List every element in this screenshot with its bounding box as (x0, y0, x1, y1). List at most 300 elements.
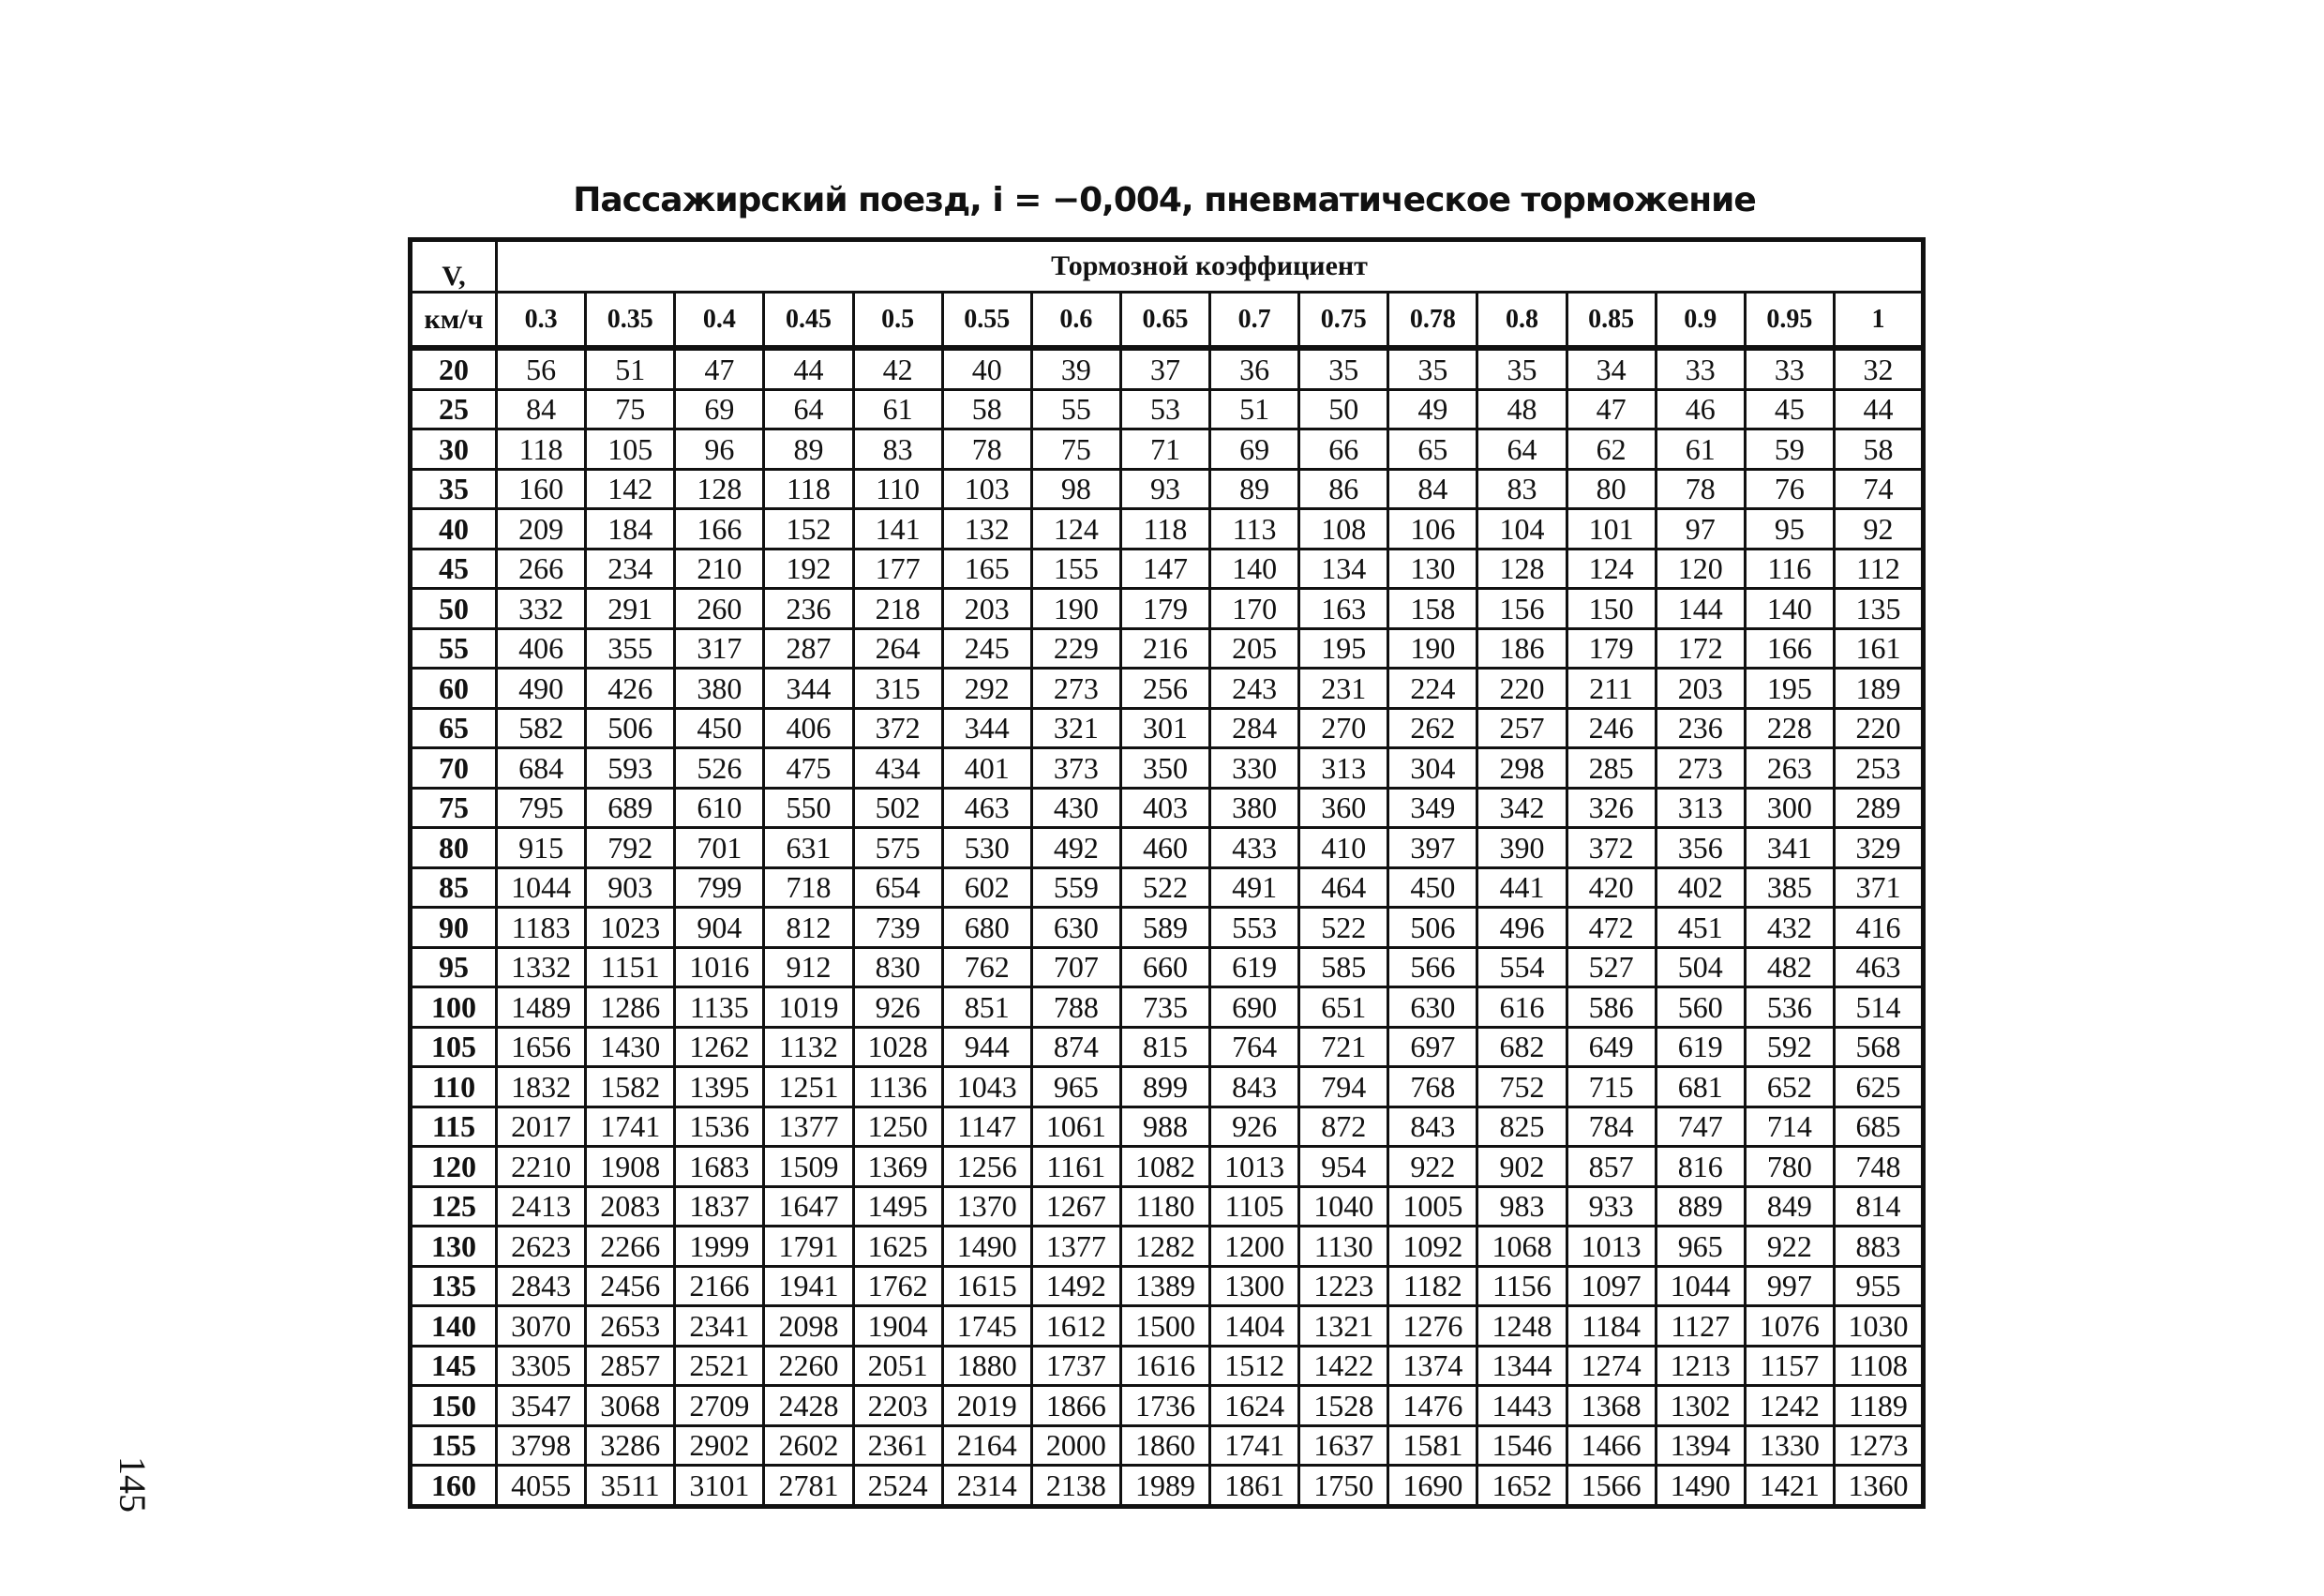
distance-cell: 799 (675, 867, 764, 908)
distance-cell: 1130 (1299, 1227, 1388, 1267)
distance-cell: 506 (586, 708, 675, 748)
distance-cell: 874 (1031, 1027, 1120, 1067)
table-row (411, 908, 1924, 948)
distance-cell: 1061 (1031, 1107, 1120, 1147)
table-row (411, 509, 1924, 550)
distance-cell: 69 (1210, 429, 1299, 470)
distance-cell: 707 (1031, 947, 1120, 987)
distance-cell: 253 (1834, 748, 1923, 789)
distance-cell: 451 (1656, 908, 1745, 948)
distance-cell: 1092 (1388, 1227, 1477, 1267)
distance-cell: 1512 (1210, 1346, 1299, 1386)
distance-cell: 55 (1031, 389, 1120, 429)
distance-cell: 245 (942, 628, 1031, 669)
distance-cell: 463 (1834, 947, 1923, 987)
distance-cell: 1183 (497, 908, 586, 948)
speed-cell: 75 (411, 788, 497, 828)
distance-cell: 1156 (1477, 1266, 1567, 1306)
distance-cell: 1612 (1031, 1306, 1120, 1347)
distance-cell: 2341 (675, 1306, 764, 1347)
table-row (411, 1346, 1924, 1386)
distance-cell: 2000 (1031, 1425, 1120, 1466)
distance-cell: 285 (1567, 748, 1656, 789)
distance-cell: 997 (1745, 1266, 1834, 1306)
distance-cell: 625 (1834, 1067, 1923, 1107)
distance-cell: 329 (1834, 828, 1923, 868)
distance-cell: 289 (1834, 788, 1923, 828)
distance-cell: 1941 (764, 1266, 853, 1306)
distance-cell: 128 (1477, 549, 1567, 589)
distance-cell: 48 (1477, 389, 1567, 429)
distance-cell: 3511 (586, 1466, 675, 1507)
distance-cell: 812 (764, 908, 853, 948)
distance-cell: 1013 (1210, 1147, 1299, 1187)
table-row (411, 788, 1924, 828)
distance-cell: 610 (675, 788, 764, 828)
distance-cell: 944 (942, 1027, 1031, 1067)
distance-cell: 342 (1477, 788, 1567, 828)
distance-cell: 1377 (1031, 1227, 1120, 1267)
distance-cell: 2266 (586, 1227, 675, 1267)
distance-cell: 690 (1210, 987, 1299, 1028)
distance-cell: 2017 (497, 1107, 586, 1147)
distance-cell: 689 (586, 788, 675, 828)
distance-cell: 35 (1388, 348, 1477, 389)
distance-cell: 1262 (675, 1027, 764, 1067)
distance-cell: 113 (1210, 509, 1299, 550)
distance-cell: 566 (1388, 947, 1477, 987)
distance-cell: 780 (1745, 1147, 1834, 1187)
distance-cell: 1745 (942, 1306, 1031, 1347)
coefficient-header: 0.4 (675, 293, 764, 349)
distance-cell: 58 (942, 389, 1031, 429)
distance-cell: 1736 (1120, 1386, 1209, 1426)
distance-cell: 550 (764, 788, 853, 828)
speed-cell: 110 (411, 1067, 497, 1107)
distance-cell: 1500 (1120, 1306, 1209, 1347)
distance-cell: 697 (1388, 1027, 1477, 1067)
distance-cell: 794 (1299, 1067, 1388, 1107)
distance-cell: 1105 (1210, 1186, 1299, 1227)
distance-cell: 1256 (942, 1147, 1031, 1187)
distance-cell: 1368 (1567, 1386, 1656, 1426)
table-row (411, 947, 1924, 987)
distance-cell: 4055 (497, 1466, 586, 1507)
page-number: 145 (112, 1456, 155, 1513)
distance-cell: 922 (1388, 1147, 1477, 1187)
distance-cell: 1404 (1210, 1306, 1299, 1347)
coefficient-header: 0.35 (586, 293, 675, 349)
distance-cell: 291 (586, 589, 675, 629)
distance-cell: 1490 (942, 1227, 1031, 1267)
distance-cell: 1135 (675, 987, 764, 1028)
speed-cell: 50 (411, 589, 497, 629)
distance-cell: 2524 (853, 1466, 942, 1507)
distance-cell: 284 (1210, 708, 1299, 748)
distance-cell: 589 (1120, 908, 1209, 948)
table-row (411, 348, 1924, 389)
table-row (411, 1186, 1924, 1227)
distance-cell: 1242 (1745, 1386, 1834, 1426)
coefficient-header: 0.7 (1210, 293, 1299, 349)
distance-cell: 651 (1299, 987, 1388, 1028)
distance-cell: 134 (1299, 549, 1388, 589)
distance-cell: 3305 (497, 1346, 586, 1386)
distance-cell: 560 (1656, 987, 1745, 1028)
distance-cell: 1492 (1031, 1266, 1120, 1306)
distance-cell: 140 (1210, 549, 1299, 589)
distance-cell: 50 (1299, 389, 1388, 429)
table-row (411, 429, 1924, 470)
distance-cell: 904 (675, 908, 764, 948)
distance-cell: 58 (1834, 429, 1923, 470)
distance-cell: 177 (853, 549, 942, 589)
distance-cell: 179 (1120, 589, 1209, 629)
distance-cell: 166 (1745, 628, 1834, 669)
distance-cell: 1030 (1834, 1306, 1923, 1347)
distance-cell: 2138 (1031, 1466, 1120, 1507)
distance-cell: 681 (1656, 1067, 1745, 1107)
distance-cell: 1536 (675, 1107, 764, 1147)
distance-cell: 2843 (497, 1266, 586, 1306)
coefficient-header: 0.8 (1477, 293, 1567, 349)
distance-cell: 332 (497, 589, 586, 629)
distance-cell: 2857 (586, 1346, 675, 1386)
table-row (411, 628, 1924, 669)
coefficient-header: 0.85 (1567, 293, 1656, 349)
distance-cell: 234 (586, 549, 675, 589)
distance-cell: 89 (1210, 469, 1299, 509)
distance-cell: 1509 (764, 1147, 853, 1187)
distance-cell: 110 (853, 469, 942, 509)
distance-cell: 718 (764, 867, 853, 908)
distance-cell: 103 (942, 469, 1031, 509)
distance-cell: 1860 (1120, 1425, 1209, 1466)
distance-cell: 536 (1745, 987, 1834, 1028)
distance-cell: 2521 (675, 1346, 764, 1386)
distance-cell: 373 (1031, 748, 1120, 789)
distance-cell: 1321 (1299, 1306, 1388, 1347)
distance-cell: 3070 (497, 1306, 586, 1347)
distance-cell: 120 (1656, 549, 1745, 589)
speed-cell: 35 (411, 469, 497, 509)
coefficient-header: 0.65 (1120, 293, 1209, 349)
distance-cell: 816 (1656, 1147, 1745, 1187)
speed-cell: 140 (411, 1306, 497, 1347)
distance-cell: 118 (764, 469, 853, 509)
distance-cell: 491 (1210, 867, 1299, 908)
coefficient-header: 0.45 (764, 293, 853, 349)
distance-cell: 843 (1210, 1067, 1299, 1107)
distance-cell: 988 (1120, 1107, 1209, 1147)
distance-cell: 1476 (1388, 1386, 1477, 1426)
distance-cell: 98 (1031, 469, 1120, 509)
distance-cell: 2260 (764, 1346, 853, 1386)
distance-cell: 1369 (853, 1147, 942, 1187)
distance-cell: 843 (1388, 1107, 1477, 1147)
table-row (411, 1466, 1924, 1507)
distance-cell: 95 (1745, 509, 1834, 550)
distance-cell: 385 (1745, 867, 1834, 908)
distance-cell: 685 (1834, 1107, 1923, 1147)
distance-cell: 1624 (1210, 1386, 1299, 1426)
distance-cell: 1389 (1120, 1266, 1209, 1306)
distance-cell: 380 (675, 669, 764, 709)
distance-cell: 701 (675, 828, 764, 868)
distance-cell: 1528 (1299, 1386, 1388, 1426)
distance-cell: 915 (497, 828, 586, 868)
distance-cell: 1180 (1120, 1186, 1209, 1227)
distance-cell: 1421 (1745, 1466, 1834, 1507)
distance-cell: 3798 (497, 1425, 586, 1466)
distance-cell: 263 (1745, 748, 1834, 789)
distance-cell: 680 (942, 908, 1031, 948)
speed-cell: 25 (411, 389, 497, 429)
distance-cell: 124 (1031, 509, 1120, 550)
distance-cell: 124 (1567, 549, 1656, 589)
table-row (411, 987, 1924, 1028)
table-row (411, 1306, 1924, 1347)
distance-cell: 788 (1031, 987, 1120, 1028)
distance-cell: 37 (1120, 348, 1209, 389)
distance-cell: 912 (764, 947, 853, 987)
speed-cell: 40 (411, 509, 497, 550)
distance-cell: 764 (1210, 1027, 1299, 1067)
distance-cell: 156 (1477, 589, 1567, 629)
distance-cell: 40 (942, 348, 1031, 389)
distance-cell: 74 (1834, 469, 1923, 509)
distance-cell: 851 (942, 987, 1031, 1028)
distance-cell: 616 (1477, 987, 1567, 1028)
distance-cell: 93 (1120, 469, 1209, 509)
distance-cell: 715 (1567, 1067, 1656, 1107)
distance-cell: 1546 (1477, 1425, 1567, 1466)
distance-cell: 84 (1388, 469, 1477, 509)
distance-cell: 631 (764, 828, 853, 868)
distance-cell: 142 (586, 469, 675, 509)
distance-cell: 64 (1477, 429, 1567, 470)
distance-cell: 195 (1299, 628, 1388, 669)
distance-cell: 504 (1656, 947, 1745, 987)
distance-cell: 42 (853, 348, 942, 389)
distance-cell: 933 (1567, 1186, 1656, 1227)
distance-cell: 1690 (1388, 1466, 1477, 1507)
distance-cell: 144 (1656, 589, 1745, 629)
distance-cell: 506 (1388, 908, 1477, 948)
distance-cell: 32 (1834, 348, 1923, 389)
distance-cell: 80 (1567, 469, 1656, 509)
speed-cell: 20 (411, 348, 497, 389)
distance-cell: 490 (497, 669, 586, 709)
distance-cell: 1430 (586, 1027, 675, 1067)
distance-cell: 1330 (1745, 1425, 1834, 1466)
distance-cell: 390 (1477, 828, 1567, 868)
distance-cell: 472 (1567, 908, 1656, 948)
speed-cell: 155 (411, 1425, 497, 1466)
distance-cell: 65 (1388, 429, 1477, 470)
distance-cell: 492 (1031, 828, 1120, 868)
distance-cell: 116 (1745, 549, 1834, 589)
speed-cell: 120 (411, 1147, 497, 1187)
table-row (411, 469, 1924, 509)
distance-cell: 514 (1834, 987, 1923, 1028)
speed-column-header: V, (411, 240, 497, 293)
distance-cell: 3101 (675, 1466, 764, 1507)
distance-cell: 420 (1567, 867, 1656, 908)
distance-cell: 2083 (586, 1186, 675, 1227)
distance-cell: 403 (1120, 788, 1209, 828)
distance-cell: 502 (853, 788, 942, 828)
distance-cell: 69 (675, 389, 764, 429)
header-row-coefficients (411, 293, 1924, 349)
distance-cell: 1861 (1210, 1466, 1299, 1507)
distance-cell: 1274 (1567, 1346, 1656, 1386)
distance-cell: 926 (853, 987, 942, 1028)
distance-cell: 849 (1745, 1186, 1834, 1227)
distance-cell: 1157 (1745, 1346, 1834, 1386)
distance-cell: 432 (1745, 908, 1834, 948)
distance-cell: 1028 (853, 1027, 942, 1067)
speed-cell: 85 (411, 867, 497, 908)
distance-cell: 35 (1299, 348, 1388, 389)
speed-cell: 60 (411, 669, 497, 709)
distance-cell: 3547 (497, 1386, 586, 1426)
distance-cell: 243 (1210, 669, 1299, 709)
coefficient-header: 0.78 (1388, 293, 1477, 349)
distance-cell: 899 (1120, 1067, 1209, 1107)
distance-cell: 1182 (1388, 1266, 1477, 1306)
distance-cell: 2653 (586, 1306, 675, 1347)
distance-cell: 815 (1120, 1027, 1209, 1067)
distance-cell: 1377 (764, 1107, 853, 1147)
distance-cell: 78 (1656, 469, 1745, 509)
speed-cell: 70 (411, 748, 497, 789)
distance-cell: 211 (1567, 669, 1656, 709)
distance-cell: 496 (1477, 908, 1567, 948)
distance-cell: 184 (586, 509, 675, 550)
distance-cell: 190 (1388, 628, 1477, 669)
distance-cell: 825 (1477, 1107, 1567, 1147)
distance-cell: 1189 (1834, 1386, 1923, 1426)
distance-cell: 652 (1745, 1067, 1834, 1107)
distance-cell: 349 (1388, 788, 1477, 828)
distance-cell: 460 (1120, 828, 1209, 868)
distance-cell: 1013 (1567, 1227, 1656, 1267)
distance-cell: 147 (1120, 549, 1209, 589)
distance-cell: 1286 (586, 987, 675, 1028)
distance-cell: 475 (764, 748, 853, 789)
distance-cell: 814 (1834, 1186, 1923, 1227)
distance-cell: 1223 (1299, 1266, 1388, 1306)
distance-cell: 47 (675, 348, 764, 389)
table-row (411, 589, 1924, 629)
distance-cell: 721 (1299, 1027, 1388, 1067)
distance-cell: 75 (586, 389, 675, 429)
distance-cell: 1489 (497, 987, 586, 1028)
distance-cell: 872 (1299, 1107, 1388, 1147)
distance-cell: 965 (1656, 1227, 1745, 1267)
distance-cell: 300 (1745, 788, 1834, 828)
braking-distance-table (408, 237, 1926, 1509)
distance-cell: 163 (1299, 589, 1388, 629)
distance-cell: 902 (1477, 1147, 1567, 1187)
distance-cell: 426 (586, 669, 675, 709)
distance-cell: 1395 (675, 1067, 764, 1107)
distance-cell: 965 (1031, 1067, 1120, 1107)
coefficient-group-header: Тормозной коэффициент (497, 240, 1924, 293)
distance-cell: 1656 (497, 1027, 586, 1067)
distance-cell: 313 (1299, 748, 1388, 789)
distance-cell: 714 (1745, 1107, 1834, 1147)
distance-cell: 402 (1656, 867, 1745, 908)
speed-cell: 115 (411, 1107, 497, 1147)
distance-cell: 66 (1299, 429, 1388, 470)
distance-cell: 1040 (1299, 1186, 1388, 1227)
distance-cell: 450 (1388, 867, 1477, 908)
distance-cell: 36 (1210, 348, 1299, 389)
distance-cell: 101 (1567, 509, 1656, 550)
distance-cell: 1332 (497, 947, 586, 987)
distance-cell: 585 (1299, 947, 1388, 987)
distance-cell: 1302 (1656, 1386, 1745, 1426)
distance-cell: 61 (1656, 429, 1745, 470)
distance-cell: 1300 (1210, 1266, 1299, 1306)
distance-cell: 62 (1567, 429, 1656, 470)
distance-cell: 1043 (942, 1067, 1031, 1107)
distance-cell: 482 (1745, 947, 1834, 987)
distance-cell: 752 (1477, 1067, 1567, 1107)
distance-cell: 1625 (853, 1227, 942, 1267)
distance-cell: 1276 (1388, 1306, 1477, 1347)
distance-cell: 416 (1834, 908, 1923, 948)
table-row (411, 1067, 1924, 1107)
distance-cell: 97 (1656, 509, 1745, 550)
distance-cell: 160 (497, 469, 586, 509)
distance-cell: 1360 (1834, 1466, 1923, 1507)
distance-cell: 315 (853, 669, 942, 709)
distance-cell: 1908 (586, 1147, 675, 1187)
distance-cell: 768 (1388, 1067, 1477, 1107)
table-row (411, 389, 1924, 429)
distance-cell: 2051 (853, 1346, 942, 1386)
distance-cell: 830 (853, 947, 942, 987)
distance-cell: 150 (1567, 589, 1656, 629)
distance-cell: 857 (1567, 1147, 1656, 1187)
distance-cell: 203 (942, 589, 1031, 629)
distance-cell: 735 (1120, 987, 1209, 1028)
distance-cell: 292 (942, 669, 1031, 709)
distance-cell: 682 (1477, 1027, 1567, 1067)
distance-cell: 210 (675, 549, 764, 589)
distance-cell: 748 (1834, 1147, 1923, 1187)
coefficient-header: 0.55 (942, 293, 1031, 349)
speed-cell: 55 (411, 628, 497, 669)
distance-cell: 71 (1120, 429, 1209, 470)
distance-cell: 983 (1477, 1186, 1567, 1227)
distance-cell: 1019 (764, 987, 853, 1028)
table-row (411, 708, 1924, 748)
distance-cell: 630 (1388, 987, 1477, 1028)
distance-cell: 104 (1477, 509, 1567, 550)
table-body (411, 348, 1924, 1506)
distance-cell: 2361 (853, 1425, 942, 1466)
distance-cell: 1200 (1210, 1227, 1299, 1267)
distance-cell: 172 (1656, 628, 1745, 669)
distance-cell: 220 (1834, 708, 1923, 748)
distance-cell: 189 (1834, 669, 1923, 709)
distance-cell: 1647 (764, 1186, 853, 1227)
distance-cell: 1097 (1567, 1266, 1656, 1306)
